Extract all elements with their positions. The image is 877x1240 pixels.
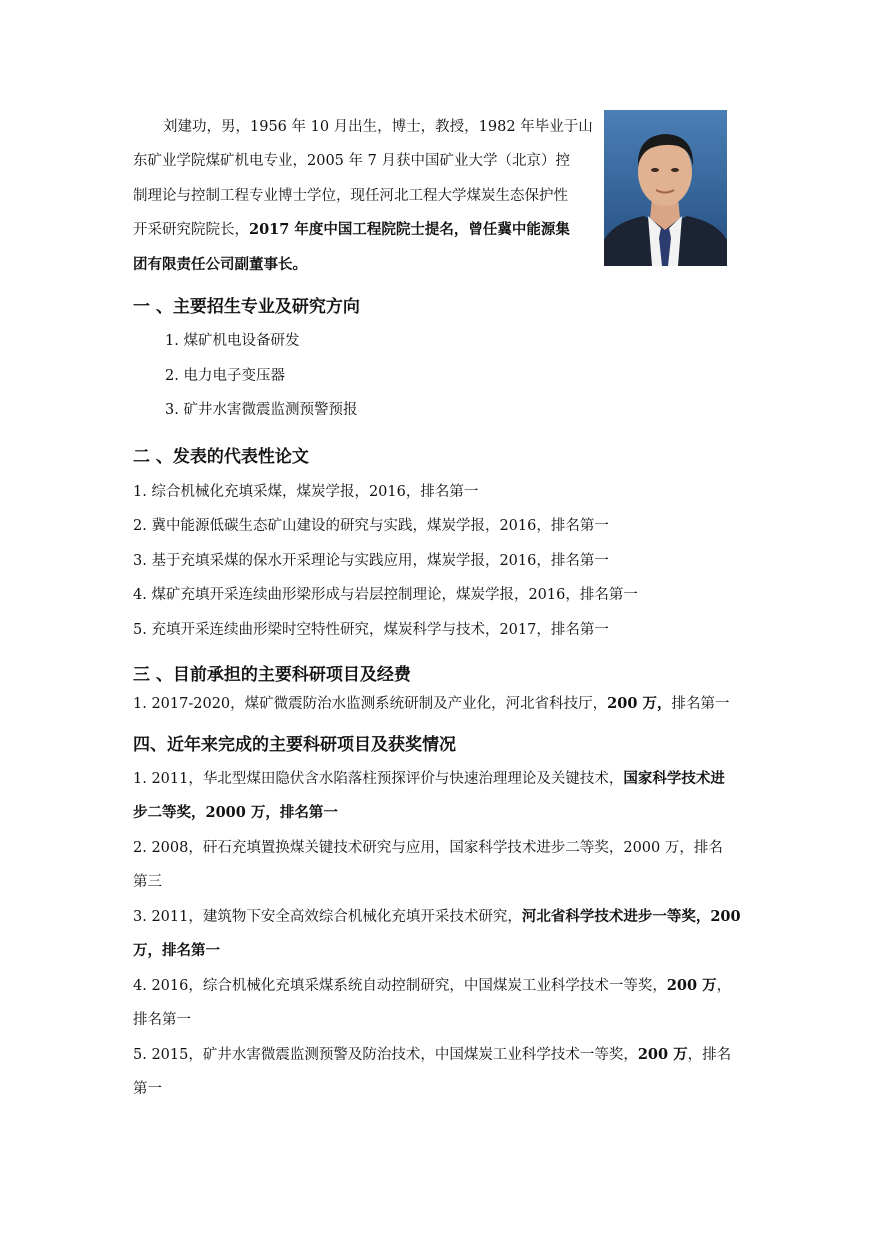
section-1-item: 3. 矿井水害微震监测预警预报 <box>165 402 358 418</box>
award-item-2-cont: 第三 <box>133 874 162 890</box>
section-2-heading: 二 、发表的代表性论文 <box>133 447 309 467</box>
award-item-3-cont: 万，排名第一 <box>133 942 220 959</box>
section-1-item: 2. 电力电子变压器 <box>165 368 285 384</box>
award-title: 国家科学技术进 <box>623 770 725 787</box>
award-item-3 <box>133 900 741 935</box>
award-funding: 200 万 <box>637 1046 688 1063</box>
award-text: 3. 2011，建筑物下安全高效综合机械化充填开采技术研究， <box>133 909 522 925</box>
award-item-5 <box>133 1038 731 1073</box>
award-item-4 <box>133 969 731 1004</box>
award-rank: ，排名 <box>687 1047 732 1063</box>
award-text: 4. 2016，综合机械化充填采煤系统自动控制研究，中国煤炭工业科学技术一等奖， <box>133 978 667 994</box>
section-1-item: 1. 煤矿机电设备研发 <box>165 333 300 349</box>
award-text: 1. 2011，华北型煤田隐伏含水陷落柱预探评价与快速治理理论及关键技术， <box>133 771 624 787</box>
award-item-1 <box>133 762 725 797</box>
intro-line-4-plain: 开采研究院院长， <box>133 222 249 238</box>
paper-item: 1. 综合机械化充填采煤，煤炭学报，2016，排名第一 <box>133 484 479 500</box>
intro-line-1: 刘建功，男，1956 年 10 月出生，博士，教授，1982 年毕业于山 <box>163 119 593 135</box>
award-text: 5. 2015，矿井水害微震监测预警及防治技术，中国煤炭工业科学技术一等奖， <box>133 1047 638 1063</box>
award-funding: 200 万 <box>666 977 717 994</box>
section-3-heading: 三 、目前承担的主要科研项目及经费 <box>133 665 411 685</box>
project-item <box>133 687 729 722</box>
award-item-5-cont: 第一 <box>133 1081 162 1097</box>
section-1-heading: 一 、主要招生专业及研究方向 <box>133 297 360 317</box>
paper-item: 2. 冀中能源低碳生态矿山建设的研究与实践，煤炭学报，2016，排名第一 <box>133 518 609 534</box>
paper-item: 4. 煤矿充填开采连续曲形梁形成与岩层控制理论，煤炭学报，2016，排名第一 <box>133 587 638 603</box>
intro-line-3: 制理论与控制工程专业博士学位，现任河北工程大学煤炭生态保护性 <box>133 188 568 204</box>
portrait-photo <box>604 110 727 266</box>
project-funding: 200 万， <box>607 695 672 712</box>
intro-line-4 <box>133 213 570 248</box>
intro-line-5: 团有限责任公司副董事长。 <box>133 256 307 273</box>
award-item-4-cont: 排名第一 <box>133 1012 191 1028</box>
award-title: 河北省科学技术进步一等奖，200 <box>521 908 741 925</box>
project-rank: 排名第一 <box>671 696 730 712</box>
award-sep: ， <box>716 978 732 994</box>
section-4-heading: 四、近年来完成的主要科研项目及获奖情况 <box>133 735 456 755</box>
award-item-1-cont: 步二等奖，2000 万，排名第一 <box>133 804 338 821</box>
project-item-text: 1. 2017-2020，煤矿微震防治水监测系统研制及产业化，河北省科技厅， <box>133 696 608 712</box>
intro-line-4-bold: 2017 年度中国工程院院士提名，曾任冀中能源集 <box>249 221 570 238</box>
award-item-2: 2. 2008，矸石充填置换煤关键技术研究与应用，国家科学技术进步二等奖，2000 万，排名 <box>133 840 723 856</box>
intro-line-2: 东矿业学院煤矿机电专业，2005 年 7 月获中国矿业大学（北京）控 <box>133 153 570 169</box>
paper-item: 3. 基于充填采煤的保水开采理论与实践应用，煤炭学报，2016，排名第一 <box>133 553 609 569</box>
paper-item: 5. 充填开采连续曲形梁时空特性研究，煤炭科学与技术，2017，排名第一 <box>133 622 609 638</box>
portrait-illustration <box>604 110 727 266</box>
